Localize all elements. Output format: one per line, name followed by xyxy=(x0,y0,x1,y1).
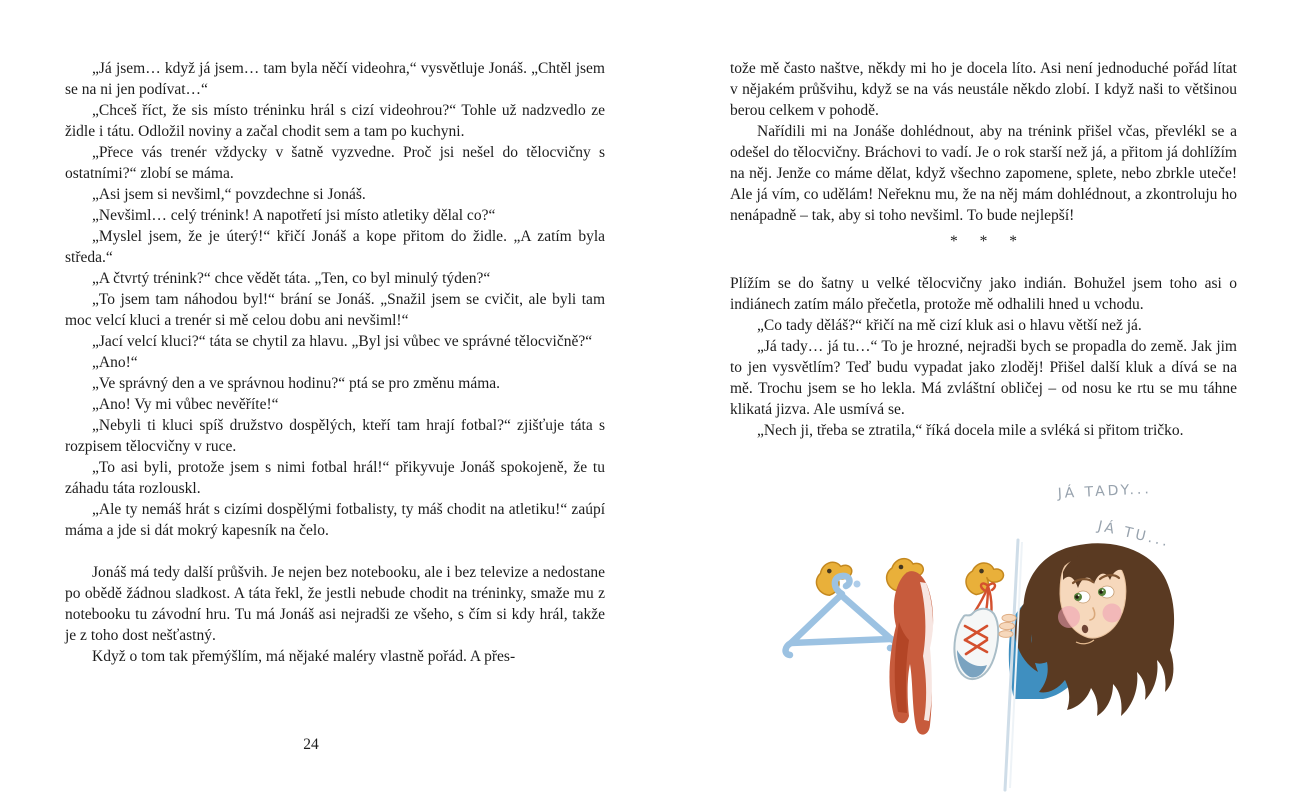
sneaker-icon xyxy=(954,583,998,679)
section-separator: * * * xyxy=(950,233,1026,250)
paragraph: Když o tom tak přemýšlím, má nějaké maléry vlastně pořád. A přes- xyxy=(92,648,516,665)
paragraph: „Přece vás trenér vždycky v šatně vyzvedne. Proč jsi nešel do tělocvičny s ostatními?“ zlobí se máma. xyxy=(65,144,605,182)
paragraph: Plížím se do šatny u velké tělocvičny jako indián. Bohužel jsem toho asi o indiánech zatím málo přečetla, protože mě odhalili hned u vchodu. xyxy=(730,275,1237,313)
handwritten-note-line1: JÁ TADY... xyxy=(1057,481,1153,502)
page-number: 24 xyxy=(303,736,319,753)
paragraph: „Asi jsem si nevšiml,“ povzdechne si Jonáš. xyxy=(92,186,366,203)
locker-room-illustration xyxy=(760,470,1300,800)
paragraph: „Ve správný den a ve správnou hodinu?“ ptá se pro změnu máma. xyxy=(92,375,501,392)
clothes-hanger-icon xyxy=(786,576,896,655)
paragraph: „Myslel jsem, že je úterý!“ křičí Jonáš a kope přitom do židle. „A zatím byla středa.“ xyxy=(65,228,605,266)
paragraph: „Jací velcí kluci?“ táta se chytil za hlavu. „Byl jsi vůbec ve správné tělocvičně?“ xyxy=(92,333,593,350)
girl-figure xyxy=(1009,543,1174,716)
paragraph: „A čtvrtý trénink?“ chce vědět táta. „Ten, co byl minulý týden?“ xyxy=(92,270,491,287)
girl-fingers xyxy=(999,614,1016,637)
blush-cheek xyxy=(1058,606,1080,628)
paragraph: „Nebyli ti kluci spíš družstvo dospělých, kteří tam hrají fotbal?“ zjišťuje táta s rozpisem tělocvičny v ruce. xyxy=(65,417,605,455)
paragraph: „Já jsem… když já jsem… tam byla něčí videohra,“ vysvětluje Jonáš. „Chtěl jsem se na ni jen podívat…“ xyxy=(65,60,605,98)
paragraph: „To asi byli, protože jsem s nimi fotbal hrál!“ přikyvuje Jonáš spokojeně, že tu záhadu táta rozlouskl. xyxy=(65,459,605,497)
right-page-text-column xyxy=(730,58,1237,441)
paragraph: „Ano!“ xyxy=(92,354,138,371)
paragraph: „Ale ty nemáš hrát s cizími dospělými fotbalisty, ty máš chodit na atletiku!“ zaúpí máma a jde si dát mokrý kapesník na čelo. xyxy=(65,501,605,539)
paragraph: tože mě často naštve, někdy mi ho je docela líto. Asi není jednoduché pořád lítat v nějakém průšvihu, když se na vás neustále někdo zlobí. I když naši to většinou berou celkem v pohodě. xyxy=(730,60,1237,119)
paragraph: „Já tady… já tu…“ To je hrozné, nejradši bych se propadla do země. Jak jim to jen vysvětlím? Teď budu vypadat jako zloděj! Přišel další kluk a dívá se na mě. Trochu jsem se ho lekla. Má zvláštní obličej – od nosu ke rtu se mu táhne klikatá jizva. Ale usmívá se. xyxy=(730,338,1237,418)
paragraph: „Co tady děláš?“ křičí na mě cizí kluk asi o hlavu větší než já. xyxy=(757,317,1142,334)
paragraph: „Ano! Vy mi vůbec nevěříte!“ xyxy=(92,396,279,413)
towel-icon xyxy=(889,571,933,735)
paragraph: „To jsem tam náhodou byl!“ brání se Jonáš. „Snažil jsem se cvičit, ale byli tam moc velcí kluci a trenér si mě celou dobu ani nevšiml!“ xyxy=(65,291,605,329)
paragraph: „Chceš říct, že sis místo tréninku hrál s cizí videohrou?“ Tohle už nadzvedlo ze židle i tátu. Odložil noviny a začal chodit sem a tam po kuchyni. xyxy=(65,102,605,140)
paragraph: Jonáš má tedy další průšvih. Je nejen bez notebooku, ale i bez televize a nedostane po obědě žádnou sladkost. A táta řekl, že jestli nebude chodit na tréninky, smaže mu z notebooku tu závodní hru. Tu má Jonáš asi nejradši ze všeho, s čím si kdy hrál, takže je z toho dost nešťastný. xyxy=(65,564,605,644)
left-page-text-column xyxy=(65,58,605,667)
blush-cheek xyxy=(1103,604,1122,623)
paragraph: „Nech ji, třeba se ztratila,“ říká docela mile a svléká si přitom tričko. xyxy=(757,422,1184,439)
paragraph: „Nevšiml… celý trénink! A napotřetí jsi místo atletiky dělal co?“ xyxy=(92,207,496,224)
handwritten-note-line2: JÁ TU... xyxy=(1096,518,1172,551)
paragraph: Nařídili mi na Jonáše dohlédnout, aby na trénink přišel včas, převlékl se a odešel do tělocvičny. Bráchovi to vadí. Je o rok starší než já, a přitom já dohlížím na něj. Jenže co máme dělat, když všechno zapomene, splete, nebo zbrkle uteče! Ale já vím, co udělám! Neřeknu mu, že na něj mám dohlédnout, a zkontroluju ho nenápadně – tak, aby si toho nevšiml. To bude nejlepší! xyxy=(730,123,1237,224)
